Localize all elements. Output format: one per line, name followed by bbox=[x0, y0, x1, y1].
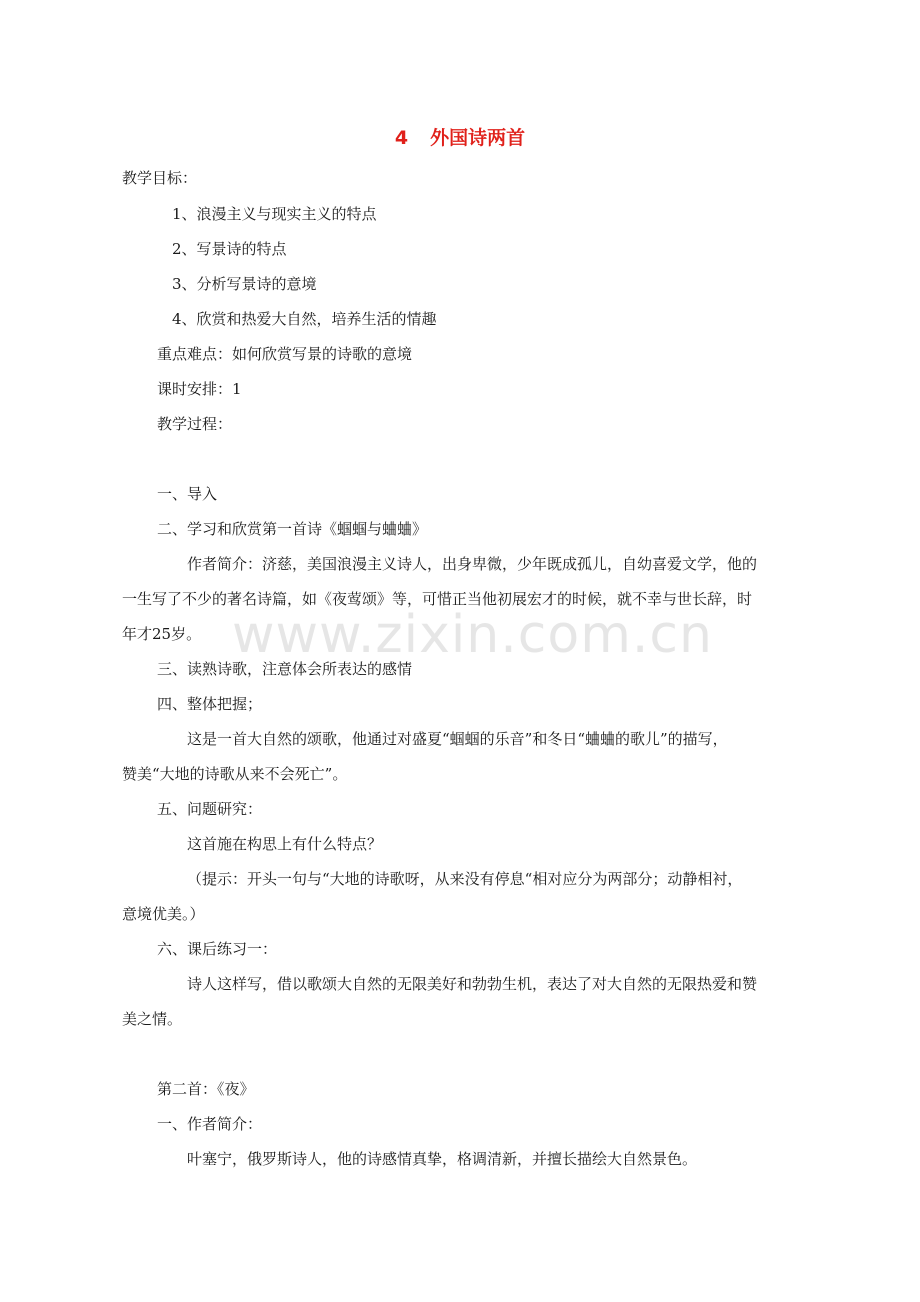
document-title bbox=[0, 125, 920, 151]
step-heading: 一、作者简介： bbox=[157, 1115, 263, 1133]
key-points: 重点难点：如何欣赏写景的诗歌的意境 bbox=[157, 345, 413, 363]
goal-item: 3、分析写景诗的意境 bbox=[172, 275, 317, 293]
paragraph-line: 这首施在构思上有什么特点？ bbox=[187, 835, 383, 853]
step-heading: 四、整体把握； bbox=[157, 695, 263, 713]
goal-item: 2、写景诗的特点 bbox=[172, 240, 287, 258]
section-heading-process: 教学过程： bbox=[157, 415, 233, 433]
goal-item: 4、欣赏和热爱大自然，培养生活的情趣 bbox=[172, 310, 437, 328]
paragraph-line: 赞美“大地的诗歌从来不会死亡”。 bbox=[122, 765, 348, 783]
title-text: 外国诗两首 bbox=[430, 127, 526, 149]
title-number: 4 bbox=[394, 127, 409, 149]
paragraph-line: 作者简介：济慈，美国浪漫主义诗人，出身卑微，少年既成孤儿，自幼喜爱文学，他的 bbox=[187, 555, 758, 573]
schedule: 课时安排：1 bbox=[157, 380, 242, 398]
paragraph-line: 意境优美。） bbox=[122, 905, 205, 923]
watermark: www.zixin.com.cn bbox=[232, 605, 713, 665]
paragraph-line: 这是一首大自然的颂歌，他通过对盛夏“蝈蝈的乐音”和冬日“蛐蛐的歌儿”的描写， bbox=[187, 730, 728, 748]
paragraph-line: 叶塞宁，俄罗斯诗人，他的诗感情真挚，格调清新，并擅长描绘大自然景色。 bbox=[187, 1150, 698, 1168]
paragraph-line: 一生写了不少的著名诗篇，如《夜莺颂》等，可惜正当他初展宏才的时候，就不幸与世长辞，时 bbox=[122, 590, 753, 608]
step-heading: 二、学习和欣赏第一首诗《蝈蝈与蛐蛐》 bbox=[157, 520, 428, 538]
step-heading: 三、读熟诗歌，注意体会所表达的感情 bbox=[157, 660, 413, 678]
goal-item: 1、浪漫主义与现实主义的特点 bbox=[172, 205, 377, 223]
step-heading: 六、课后练习一： bbox=[157, 940, 278, 958]
paragraph-line: 年才25岁。 bbox=[122, 625, 202, 643]
paragraph-line: 诗人这样写，借以歌颂大自然的无限美好和勃勃生机，表达了对大自然的无限热爱和赞 bbox=[187, 975, 758, 993]
step-heading: 五、问题研究： bbox=[157, 800, 263, 818]
paragraph-line: 美之情。 bbox=[122, 1010, 183, 1028]
paragraph-line: （提示：开头一句与“大地的诗歌呀，从来没有停息“相对应分为两部分；动静相衬， bbox=[187, 870, 743, 888]
section-heading-goals: 教学目标： bbox=[122, 169, 198, 187]
step-heading: 一、导入 bbox=[157, 485, 218, 503]
second-poem-heading: 第二首：《夜》 bbox=[157, 1080, 255, 1098]
